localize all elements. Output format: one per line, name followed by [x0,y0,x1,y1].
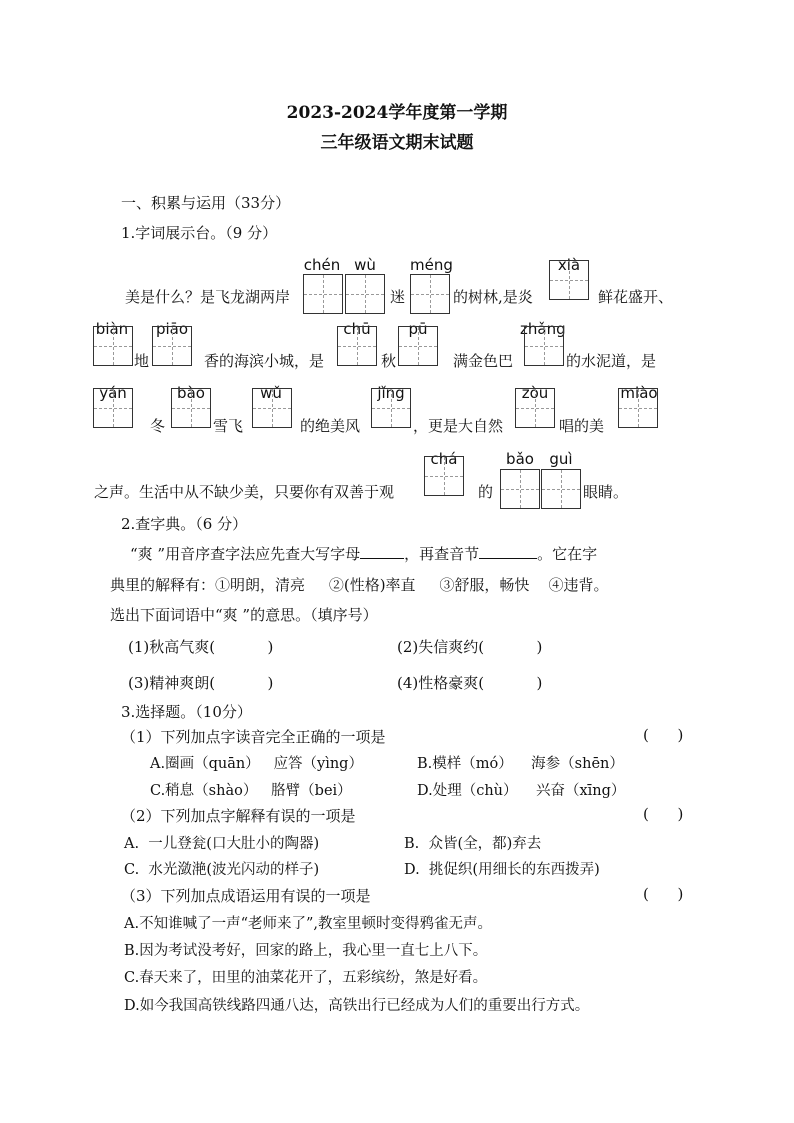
pinyin: jǐng [377,384,405,402]
q1-text: 香的海滨小城，是 [204,352,325,370]
q2-line2: 典里的解释有：①明朗，清亮 ②(性格)率直 ③舒服，畅快 ④违背。 [110,576,609,594]
q2-text: “爽 ”用音序查字法应先查大写字母 [130,545,361,563]
pinyin: yán [99,384,127,402]
q3-option: C. 水光潋滟(波光闪动的样子) [124,862,320,878]
pinyin: chū [343,320,371,338]
question-3-label: 3.选择题。（10分） [121,703,252,721]
q3-option: A.圈画（quān） 应答（yìng） [150,756,363,772]
q2-text: ，再查音节 [404,545,480,563]
q1-text: 秋 [381,352,397,370]
q1-text: 地 [134,352,150,370]
q1-text: ，更是大自然 [413,417,504,435]
q2-item: (4)性格豪爽( ) [397,674,543,692]
q3-option: D.如今我国高铁线路四通八达，高铁出行已经成为人们的重要出行方式。 [124,998,590,1014]
question-2-label: 2.查字典。（6 分） [121,515,248,533]
q3-stem: （1）下列加点字读音完全正确的一项是 [121,728,386,746]
section-heading: 一、积累与运用（33分） [121,194,291,212]
q1-text: 的树林,是炎 [453,288,533,306]
pinyin: guì [549,450,573,468]
char-grid-box[interactable] [303,274,343,314]
q3-option: C.春天来了，田里的油菜花开了，五彩缤纷，煞是好看。 [124,970,488,986]
char-grid-box[interactable] [371,388,411,428]
q1-text: 的水泥道，是 [566,352,657,370]
char-grid-box[interactable] [171,388,211,428]
pinyin: biàn [95,320,129,338]
char-grid-box[interactable] [618,388,658,428]
page-title: 2023-2024学年度第一学期 [286,103,508,123]
pinyin: bǎo [506,450,534,468]
answer-bracket[interactable]: ( ) [643,726,684,744]
pinyin: bào [177,384,205,402]
char-grid-box[interactable] [549,260,589,300]
q3-option: B.模样（mó） 海参（shēn） [417,756,624,772]
q1-text: 的绝美风 [300,417,361,435]
char-grid-box[interactable] [398,326,438,366]
answer-bracket[interactable]: ( ) [643,885,684,903]
char-grid-box[interactable] [93,326,133,366]
pinyin: miào [620,384,658,402]
char-grid-box[interactable] [345,274,385,314]
q3-stem: （2）下列加点字解释有误的一项是 [121,807,356,825]
pinyin: chén [303,256,341,274]
q2-item: (3)精神爽朗( ) [128,674,274,692]
char-grid-box[interactable] [410,274,450,314]
q3-option: A.不知谁喊了一声“老师来了”,教室里顿时变得鸦雀无声。 [124,916,493,932]
pinyin: chá [430,450,458,468]
q3-option: C.稍息（shào） 胳臂（bei） [150,783,352,799]
q1-text: 之声。生活中从不缺少美，只要你有双善于观 [94,483,395,501]
q3-option: B. 众皆(全，都)弃去 [404,836,542,852]
q1-text: 满金色巴 [453,352,514,370]
pinyin: zhǎng [520,320,566,338]
q1-text: 美是什么？是飞龙湖两岸 [125,288,291,306]
q2-text: 。它在字 [537,545,598,563]
q3-option: A. 一儿登瓮(口大肚小的陶器) [124,836,320,852]
q3-option: D.处理（chù） 兴奋（xīng） [417,783,626,799]
char-grid-box[interactable] [524,326,564,366]
pinyin: xià [557,256,581,274]
pinyin: pū [408,320,428,338]
q1-text: 雪飞 [213,417,244,435]
page-subtitle: 三年级语文期末试题 [320,133,474,153]
char-grid-box[interactable] [337,326,377,366]
pinyin: piāo [155,320,189,338]
q1-text: 唱的美 [559,417,605,435]
q1-text: 鲜花盛开、 [598,288,674,306]
char-grid-box[interactable] [541,469,581,509]
q2-item: (1)秋高气爽( ) [128,638,274,656]
pinyin: méng [410,256,453,274]
pinyin: wù [354,256,376,274]
q2-item: (2)失信爽约( ) [397,638,543,656]
q2-line1 [130,543,597,564]
q1-text: 冬 [150,417,166,435]
q2-line3: 选出下面词语中“爽 ”的意思。（填序号） [110,606,378,624]
q1-text: 的 [478,483,494,501]
q3-option: B.因为考试没考好，回家的路上，我心里一直七上八下。 [124,943,488,959]
char-grid-box[interactable] [93,388,133,428]
q1-text: 迷 [390,288,406,306]
char-grid-box[interactable] [500,469,540,509]
answer-bracket[interactable]: ( ) [643,805,684,823]
answer-blank[interactable] [479,543,537,559]
q3-option: D. 挑促织(用细长的东西拨弄) [404,862,600,878]
pinyin: wǔ [260,384,282,402]
question-1-label: 1.字词展示台。（9 分） [121,224,278,242]
char-grid-box[interactable] [424,456,464,496]
char-grid-box[interactable] [252,388,292,428]
char-grid-box[interactable] [152,326,192,366]
answer-blank[interactable] [360,543,404,559]
char-grid-box[interactable] [515,388,555,428]
pinyin: zòu [521,384,549,402]
q1-text: 眼睛。 [583,483,629,501]
q3-stem: （3）下列加点成语运用有误的一项是 [121,887,371,905]
